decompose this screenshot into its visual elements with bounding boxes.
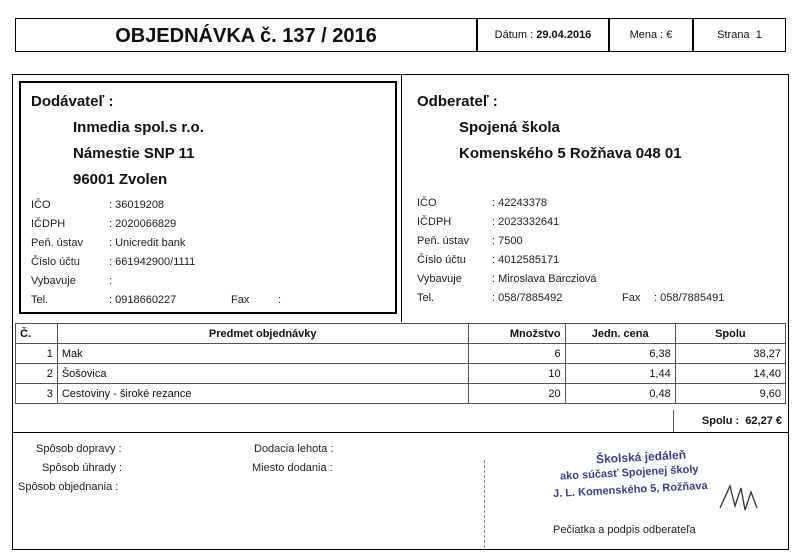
signature-label: Pečiatka a podpis odberateľa	[553, 524, 696, 536]
supplier-icdph-value: : 2020066829	[109, 218, 177, 230]
customer-address: Komenského 5 Rožňava 048 01	[459, 145, 682, 162]
col-qty-header: Množstvo	[468, 324, 565, 344]
row-qty: 10	[468, 364, 565, 384]
row-no: 3	[16, 384, 58, 404]
table-row	[16, 364, 786, 384]
customer-bank-label: Peň. ústav	[417, 235, 469, 247]
supplier-account-label: Číslo účtu	[31, 256, 80, 268]
supplier-street: Námestie SNP 11	[73, 145, 195, 162]
row-no: 1	[16, 344, 58, 364]
row-total: 9,60	[675, 384, 785, 404]
supplier-box	[19, 81, 397, 314]
row-total: 38,27	[675, 344, 785, 364]
transport-label: Spôsob dopravy :	[36, 443, 122, 455]
currency-value: €	[666, 29, 673, 41]
supplier-tel-label: Tel.	[31, 294, 49, 306]
supplier-account-value: : 661942900/1111	[109, 256, 196, 268]
row-total: 14,40	[675, 364, 785, 384]
signature-divider	[484, 460, 486, 548]
date-value: 29.04.2016	[536, 29, 592, 41]
customer-heading: Odberateľ :	[417, 93, 498, 110]
supplier-bank-label: Peň. ústav	[31, 237, 83, 249]
col-price-header: Jedn. cena	[565, 324, 675, 344]
customer-contact-value: : Miroslava Barcziová	[492, 273, 597, 285]
page-cell	[693, 18, 786, 52]
stamp-line-1: Školská jedáleň	[595, 447, 687, 467]
customer-fax-value: : 058/7885491	[654, 292, 725, 304]
col-total-header: Spolu	[675, 324, 785, 344]
table-row	[16, 384, 786, 404]
row-price: 0,48	[565, 384, 675, 404]
customer-account-label: Číslo účtu	[417, 254, 466, 266]
supplier-ico-label: IČO	[31, 199, 51, 211]
sum-value: 62,27 €	[745, 415, 782, 427]
customer-account-value: : 4012585171	[492, 254, 560, 266]
header-title-box	[15, 18, 477, 52]
row-item: Mak	[57, 344, 468, 364]
customer-tel-label: Tel.	[417, 292, 435, 304]
date-label: Dátum :	[494, 29, 534, 41]
stamp-line-2: ako súčasť Spojenej školy	[559, 463, 699, 483]
delivery-place-label: Miesto dodania :	[252, 462, 333, 474]
delivery-term-label: Dodacia lehota :	[254, 443, 334, 455]
row-price: 1,44	[565, 364, 675, 384]
page-title: OBJEDNÁVKA č. 137 / 2016	[115, 25, 377, 47]
currency-label: Mena :	[629, 29, 664, 41]
sum-divider	[12, 432, 789, 433]
col-no-header: Č.	[16, 324, 58, 344]
col-item-header: Predmet objednávky	[57, 324, 468, 344]
supplier-bank-value: : Unicredit bank	[109, 237, 186, 249]
customer-bank-value: : 7500	[492, 235, 523, 247]
supplier-contact-value: :	[109, 275, 113, 287]
row-item: Cestoviny - široké rezance	[57, 384, 468, 404]
signature-scribble	[715, 478, 765, 518]
customer-fax-label: Fax	[622, 292, 641, 304]
supplier-icdph-label: IČDPH	[31, 218, 66, 230]
customer-icdph-value: : 2023332641	[492, 216, 560, 228]
row-no: 2	[16, 364, 58, 384]
row-price: 6,38	[565, 344, 675, 364]
page-label: Strana	[717, 29, 750, 41]
order-method-label: Spôsob objednania :	[18, 481, 119, 493]
supplier-fax-value: :	[278, 294, 282, 306]
table-header-row	[16, 324, 786, 344]
customer-section	[402, 81, 788, 314]
supplier-heading: Dodávateľ :	[31, 93, 114, 110]
supplier-tel-value: : 0918660227	[109, 294, 177, 306]
sum-label: Spolu :	[701, 415, 740, 427]
row-qty: 6	[468, 344, 565, 364]
supplier-fax-label: Fax	[231, 294, 250, 306]
customer-name: Spojená škola	[459, 119, 560, 136]
supplier-contact-label: Vybavuje	[31, 275, 76, 287]
customer-contact-label: Vybavuje	[417, 273, 462, 285]
customer-tel-value: : 058/7885492	[492, 292, 563, 304]
payment-label: Spôsob úhrady :	[42, 462, 123, 474]
sum-cell	[673, 410, 786, 432]
items-table	[15, 323, 786, 404]
supplier-name: Inmedia spol.s r.o.	[73, 119, 204, 136]
customer-ico-label: IČO	[417, 197, 437, 209]
row-qty: 20	[468, 384, 565, 404]
customer-ico-value: : 42243378	[492, 197, 548, 209]
currency-cell	[609, 18, 693, 52]
row-item: Šošovica	[57, 364, 468, 384]
supplier-city: 96001 Zvolen	[73, 171, 168, 188]
customer-icdph-label: IČDPH	[417, 216, 452, 228]
stamp-line-3: J. L. Komenského 5, Rožňava	[552, 479, 708, 501]
date-cell	[477, 18, 609, 52]
supplier-ico-value: : 36019208	[109, 199, 165, 211]
table-row	[16, 344, 786, 364]
page-value: 1	[755, 29, 762, 41]
